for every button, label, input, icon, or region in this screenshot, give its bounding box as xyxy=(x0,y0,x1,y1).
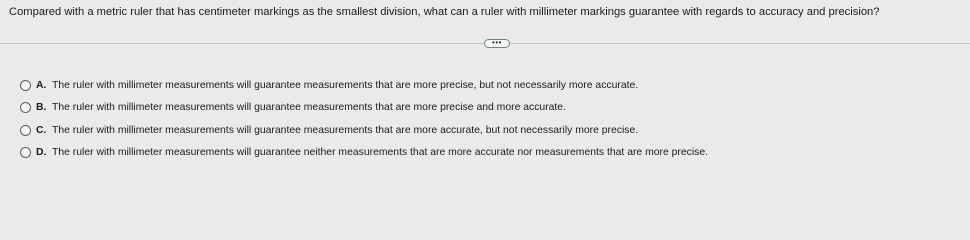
option-letter: B. xyxy=(36,102,47,113)
question-text: Compared with a metric ruler that has centimeter markings as the smallest division, what can a ruler with millimeter markings guarantee with regards to accuracy and precision? xyxy=(9,6,880,18)
option-letter: C. xyxy=(36,124,47,136)
radio-button-d[interactable] xyxy=(20,147,31,158)
radio-button-b[interactable] xyxy=(20,102,31,113)
option-text: The ruler with millimeter measurements will guarantee neither measurements that are more accurate nor measurements that are more precise. xyxy=(52,147,709,158)
radio-button-c[interactable] xyxy=(20,125,31,136)
expand-more-button[interactable]: ••• xyxy=(484,39,510,48)
option-text: The ruler with millimeter measurements will guarantee measurements that are more precise, but not necessarily more accurate. xyxy=(52,79,639,91)
radio-button-a[interactable] xyxy=(20,80,31,91)
option-text: The ruler with millimeter measurements will guarantee measurements that are more precise and more accurate. xyxy=(52,102,566,113)
answer-options xyxy=(20,78,708,168)
option-b[interactable] xyxy=(20,101,708,115)
option-c[interactable] xyxy=(20,123,708,137)
option-letter: A. xyxy=(36,79,47,91)
option-a[interactable] xyxy=(20,78,708,92)
option-letter: D. xyxy=(36,147,47,158)
option-d[interactable] xyxy=(20,146,708,160)
option-text: The ruler with millimeter measurements will guarantee measurements that are more accurate, but not necessarily more precise. xyxy=(52,124,639,136)
